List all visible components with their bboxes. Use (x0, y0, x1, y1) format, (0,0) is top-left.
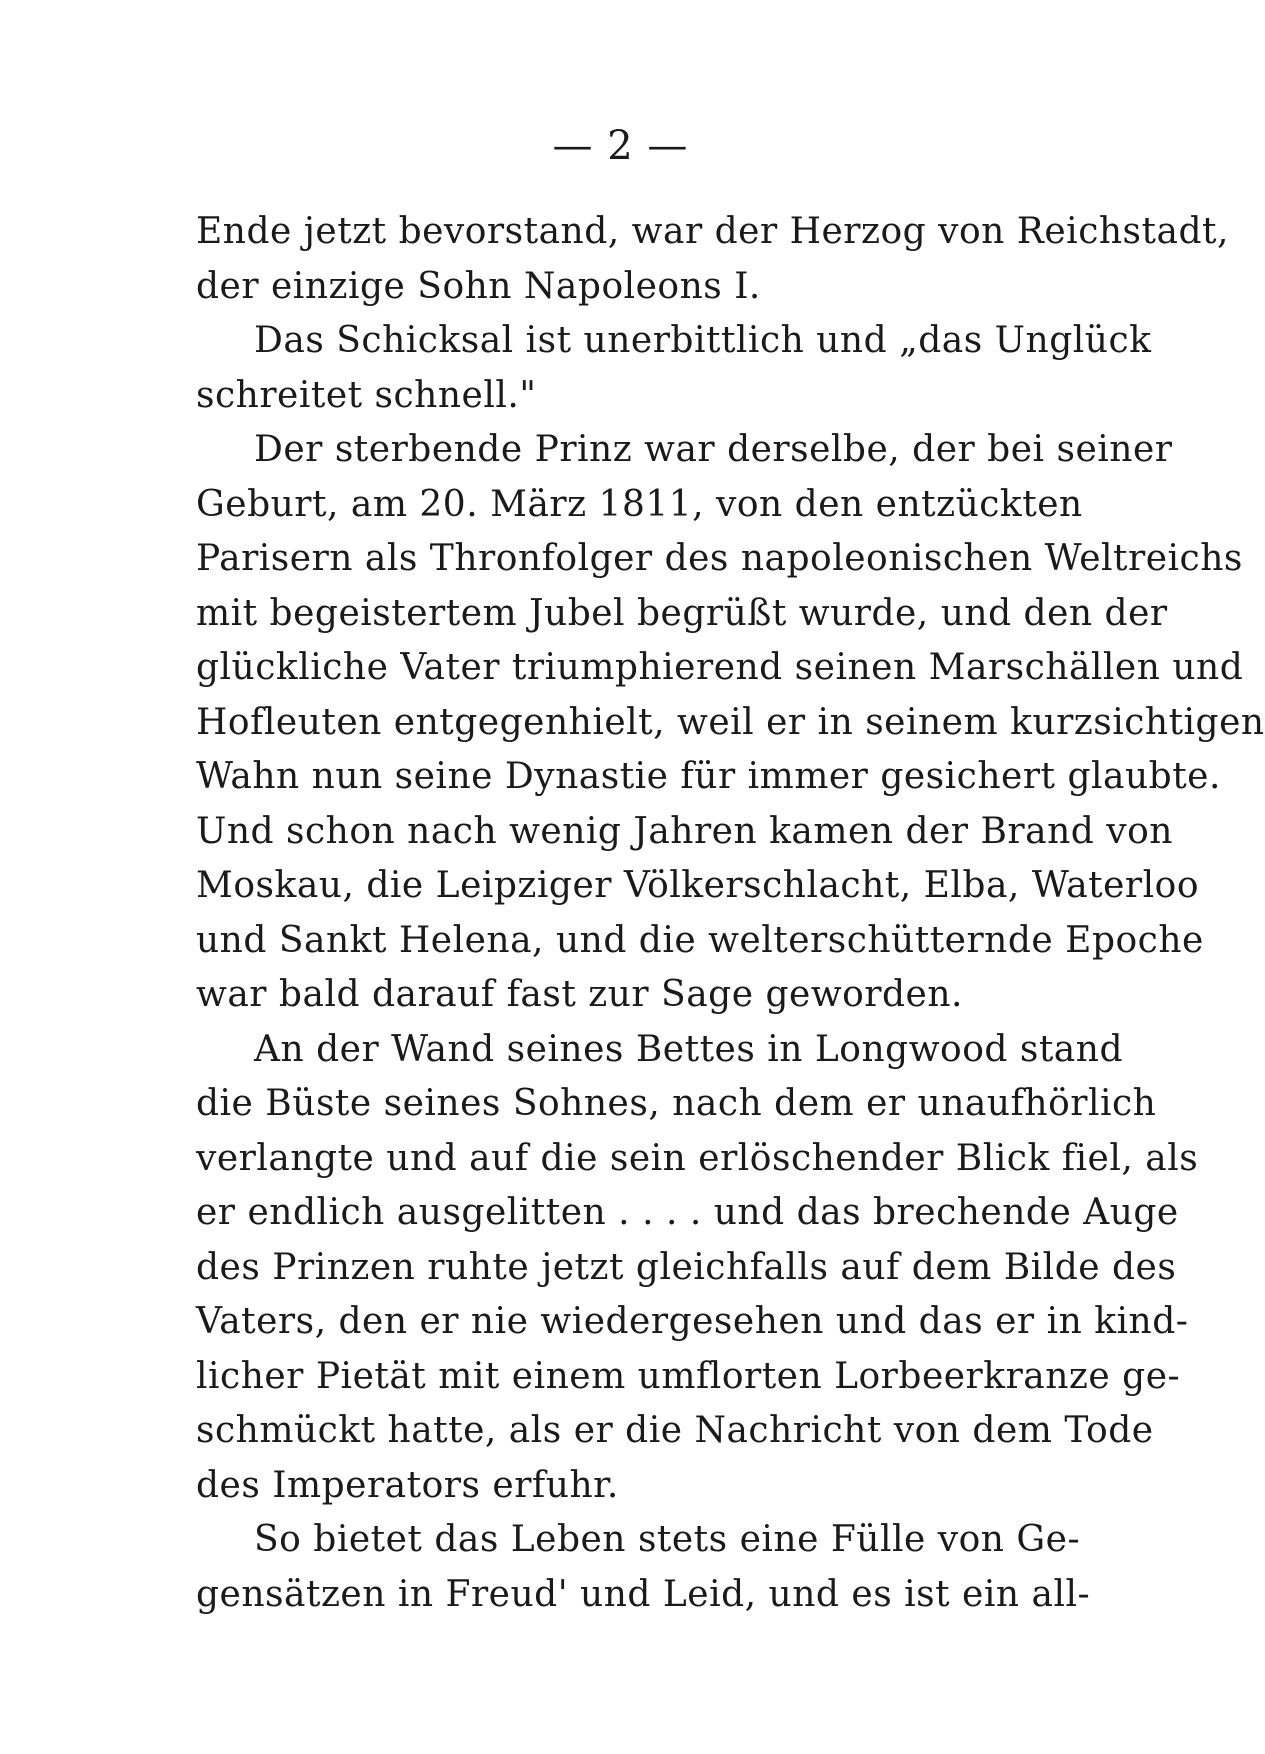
text-line: gensätzen in Freud' und Leid, und es ist ein all- (196, 1573, 1091, 1615)
text-line: des Prinzen ruhte jetzt gleichfalls auf dem Bilde des (196, 1246, 1177, 1288)
text-line: An der Wand seines Bettes in Longwood stand (254, 1028, 1123, 1070)
text-line: glückliche Vater triumphierend seinen Marschällen und (196, 647, 1244, 688)
text-line: verlangte und auf die sein erlöschender Blick fiel, als (196, 1137, 1199, 1179)
text-line: Wahn nun seine Dynastie für immer gesichert glaubte. (196, 756, 1221, 797)
text-line: Das Schicksal ist unerbittlich und „das Unglück (254, 320, 1152, 361)
text-line: des Imperators erfuhr. (196, 1464, 619, 1506)
text-line: Der sterbende Prinz war derselbe, der bei seiner (254, 429, 1173, 470)
text-line: Und schon nach wenig Jahren kamen der Brand von (196, 810, 1173, 852)
text-line: Hofleuten entgegenhielt, weil er in seinem kurzsichtigen (196, 701, 1265, 743)
text-line: die Büste seines Sohnes, nach dem er unaufhörlich (196, 1083, 1157, 1124)
text-line: Moskau, die Leipziger Völkerschlacht, Elba, Waterloo (196, 865, 1199, 906)
text-line: So bietet das Leben stets eine Fülle von Ge- (254, 1519, 1081, 1560)
text-line: licher Pietät mit einem umflorten Lorbeerkranze ge- (196, 1355, 1181, 1397)
text-line: und Sankt Helena, und die welterschütternde Epoche (196, 919, 1204, 961)
page-number: — 2 — (552, 123, 689, 169)
text-line: Parisern als Thronfolger des napoleonischen Weltreichs (196, 538, 1243, 579)
text-line: war bald darauf fast zur Sage geworden. (196, 974, 963, 1015)
body-text (196, 205, 1265, 1622)
text-line: Vaters, den er nie wiedergesehen und das er in kind- (196, 1301, 1189, 1342)
text-line: Ende jetzt bevorstand, war der Herzog von Reichstadt, (196, 211, 1229, 252)
text-line: mit begeistertem Jubel begrüßt wurde, und den der (196, 592, 1168, 634)
text-line: der einzige Sohn Napoleons I. (196, 265, 761, 307)
text-line: schreitet schnell." (196, 374, 537, 416)
text-line: schmückt hatte, als er die Nachricht von dem Tode (196, 1410, 1154, 1451)
text-line: er endlich ausgelitten . . . . und das brechende Auge (196, 1192, 1179, 1233)
text-line: Geburt, am 20. März 1811, von den entzückten (196, 483, 1083, 525)
